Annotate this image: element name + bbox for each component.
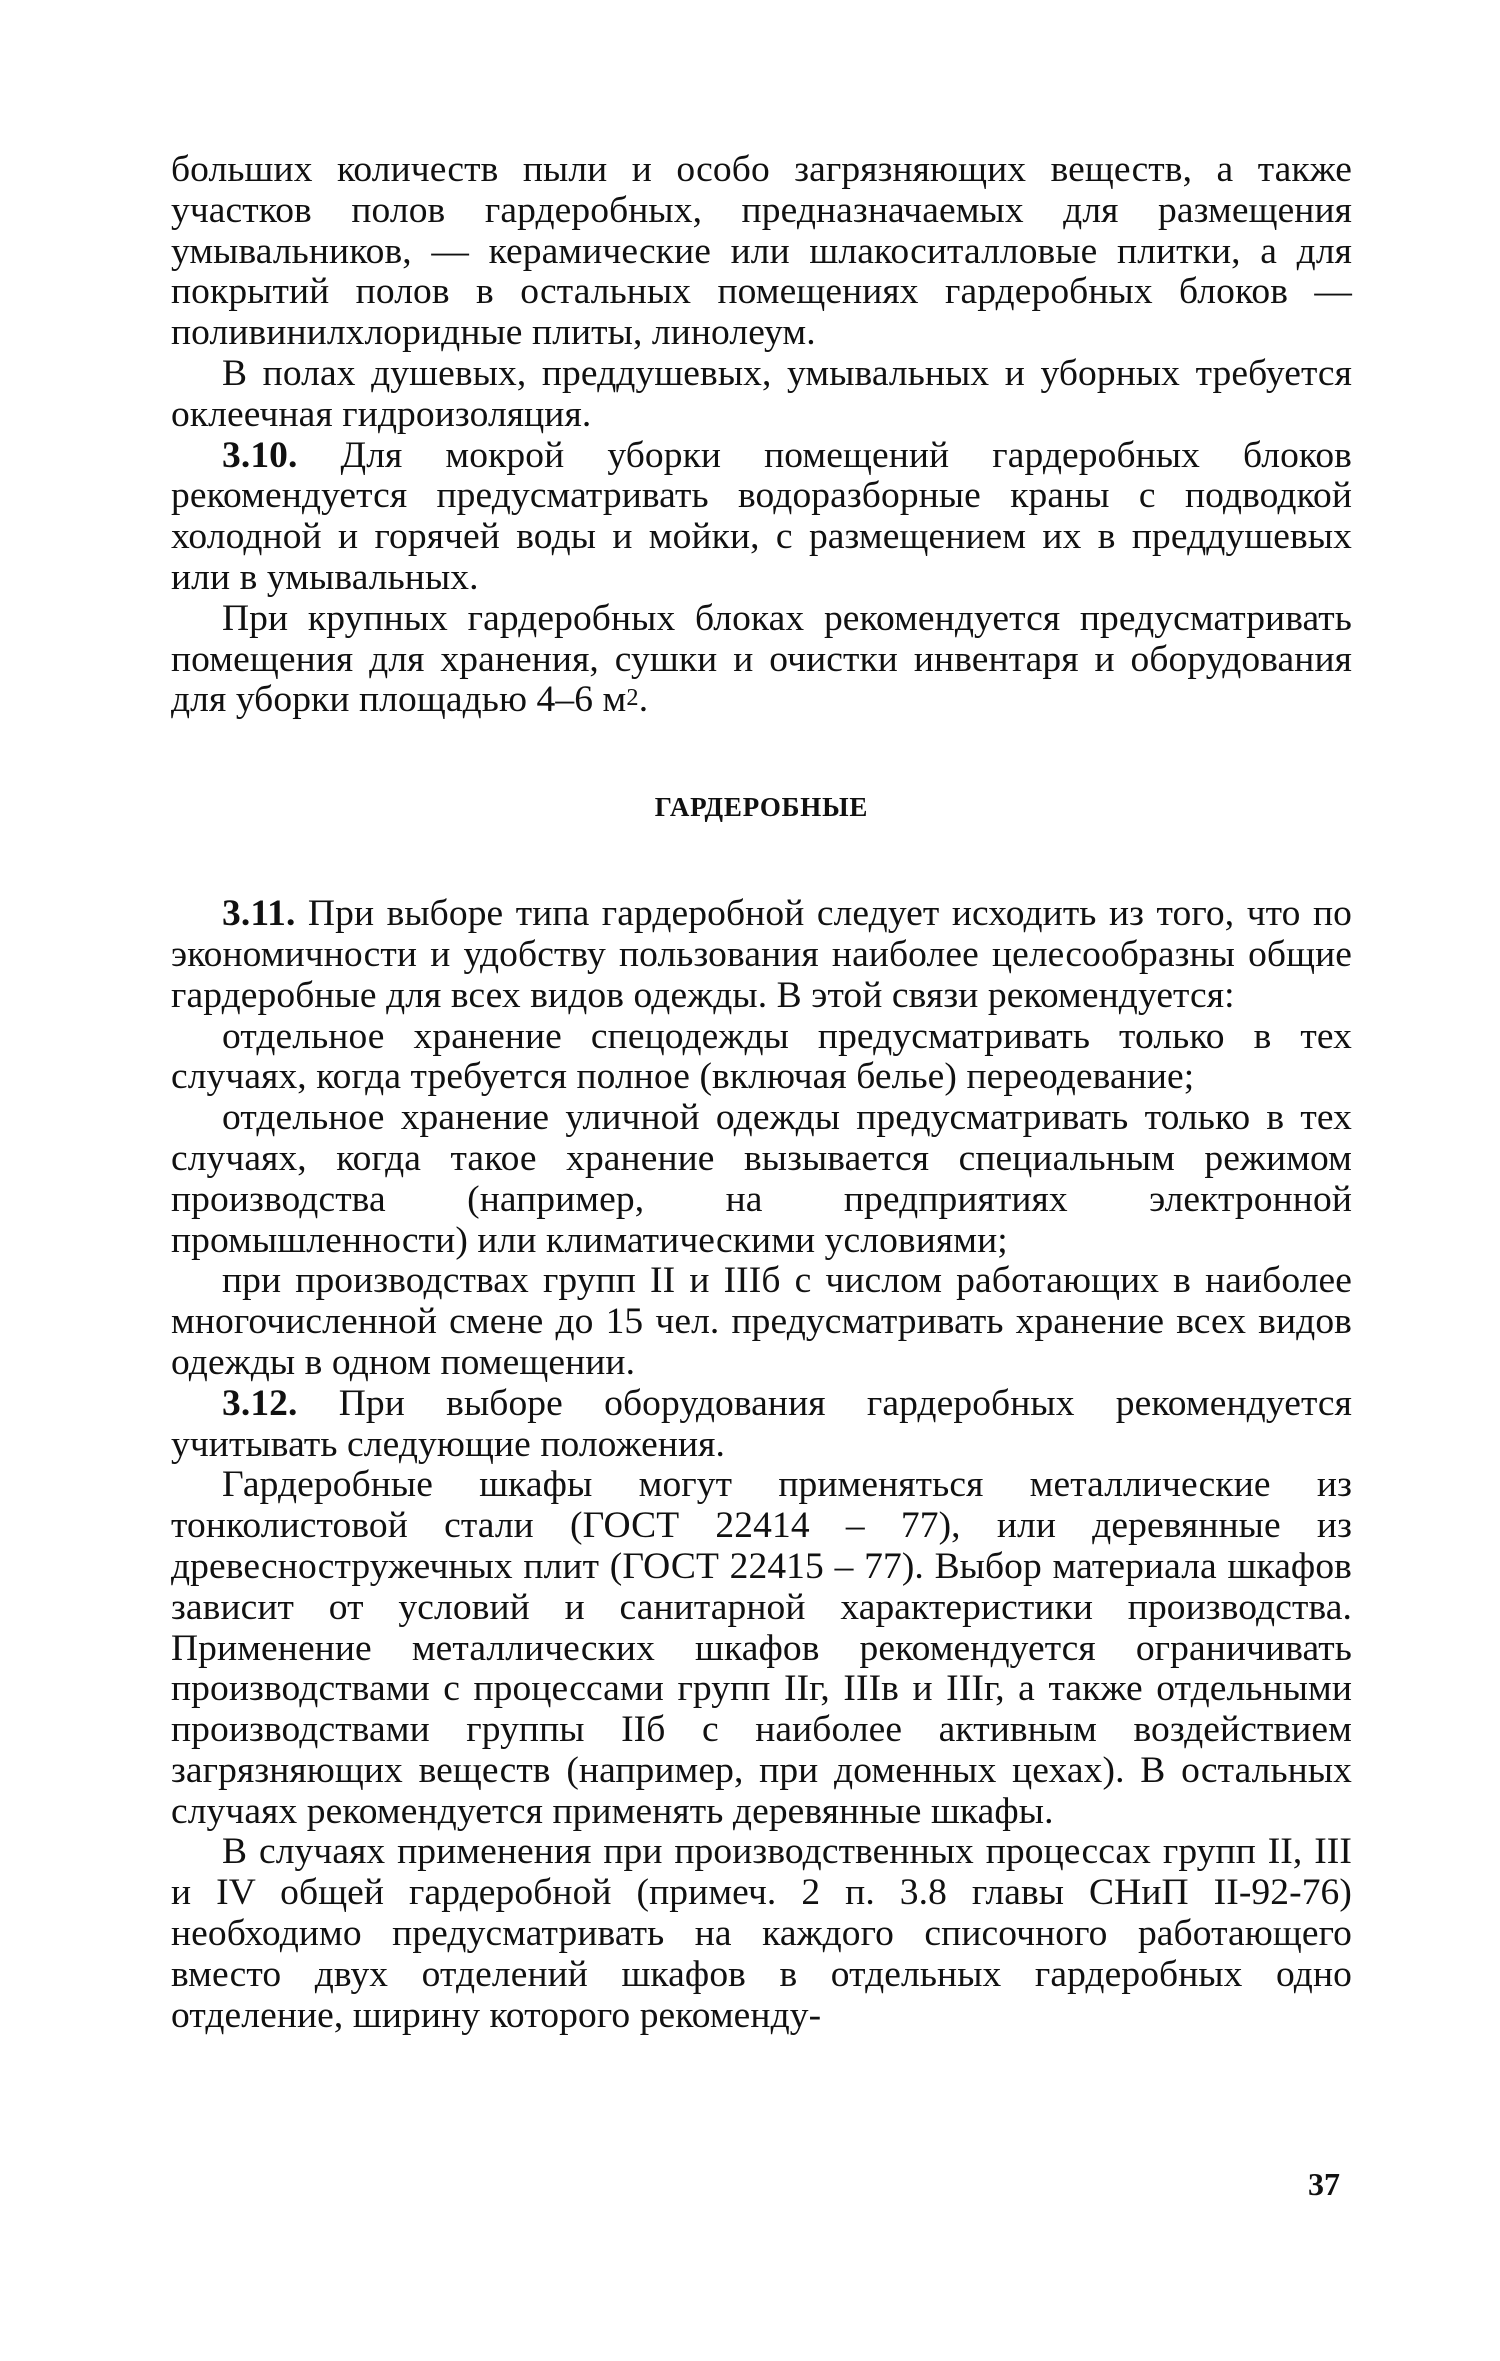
paragraph-small-production: при производствах групп II и IIIб с числом работающих в наиболее многочисленной смене до 15 чел. предусматривать хранение всех видов одежды в одном помещении. [171,1260,1352,1383]
paragraph-equipment-selection [171,1384,1352,1466]
paragraph-cloakroom-type [171,894,1352,1016]
paragraph-wet-cleaning [171,436,1352,599]
body-text [171,150,1352,2036]
section-number-3-12: 3.12. [222,1382,298,1424]
paragraph-cloakroom-type-text: При выборе типа гардеробной следует исходить из того, что по экономичности и удобству пользования наиболее целесообразны общие гардеробные для всех видов одежды. В этой связи рекомендуется: [171,893,1352,1016]
paragraph-wet-cleaning-text: Для мокрой уборки помещений гардеробных блоков рекомендуется предусматривать водоразборные краны с подводкой холодной и горячей воды и мойки, с размещением их в преддушевых или в умывальных. [171,434,1352,598]
cleaning-room-text: При крупных гардеробных блоках рекомендуется предусматривать помещения для хранения, сушки и очистки инвентаря и оборудования для уборки площадью 4–6 м [171,597,1352,721]
paragraph-equipment-selection-text: При выборе оборудования гардеробных рекомендуется учитывать следующие положения. [171,1382,1352,1465]
paragraph-flooring-materials: больших количеств пыли и особо загрязняющих веществ, а также участков полов гардеробных, предназначаемых для размещения умывальников, — керамические или шлакоситалловые плитки, а для покрытий полов в остальных помещениях гардеробных блоков — поливинилхлоридные плиты, линолеум. [171,149,1352,354]
page-number: 37 [1308,2166,1340,2202]
square-meter-superscript: 2 [626,684,639,712]
paragraph-cleaning-equipment-room [171,599,1352,721]
cleaning-room-end: . [638,679,649,721]
paragraph-common-cloakroom: В случаях применения при производственных процессах групп II, III и IV общей гардеробной (примеч. 2 п. 3.8 главы СНиП II-92-76) необходимо предусматривать на каждого списочного работающего вместо двух отделений шкафов в отдельных гардеробных одно отделение, ширину которого рекоменду- [171,1831,1352,2036]
paragraph-street-clothing-storage: отдельное хранение уличной одежды предусматривать только в тех случаях, когда такое хранение вызывается специальным режимом производства (например, на предприятиях электронной промышленности) или климатическими условиями; [171,1097,1352,1261]
paragraph-waterproofing: В полах душевых, преддушевых, умывальных и уборных требуется оклеечная гидроизоляция. [171,352,1352,435]
section-heading-cloakrooms: ГАРДЕРОБНЫЕ [654,792,869,823]
section-number-3-10: 3.10. [222,434,298,476]
section-number-3-11: 3.11. [222,893,296,935]
paragraph-lockers: Гардеробные шкафы могут применяться металлические из тонколистовой стали (ГОСТ 22414 – 77), или деревянные из древесностружечных плит (ГОСТ 22415 – 77). Выбор материала шкафов зависит от условий и санитарной характеристики производства. Применение металлических шкафов рекомендуется ограничивать производствами с процессами групп IIг, IIIв и IIIг, а также отдельными производствами группы IIб с наиболее активным воздействием загрязняющих веществ (например, при доменных цехах). В остальных случаях рекомендуется применять деревянные шкафы. [171,1464,1352,1832]
paragraph-workwear-storage: отдельное хранение спецодежды предусматривать только в тех случаях, когда требуется полное (включая белье) переодевание; [171,1015,1352,1098]
